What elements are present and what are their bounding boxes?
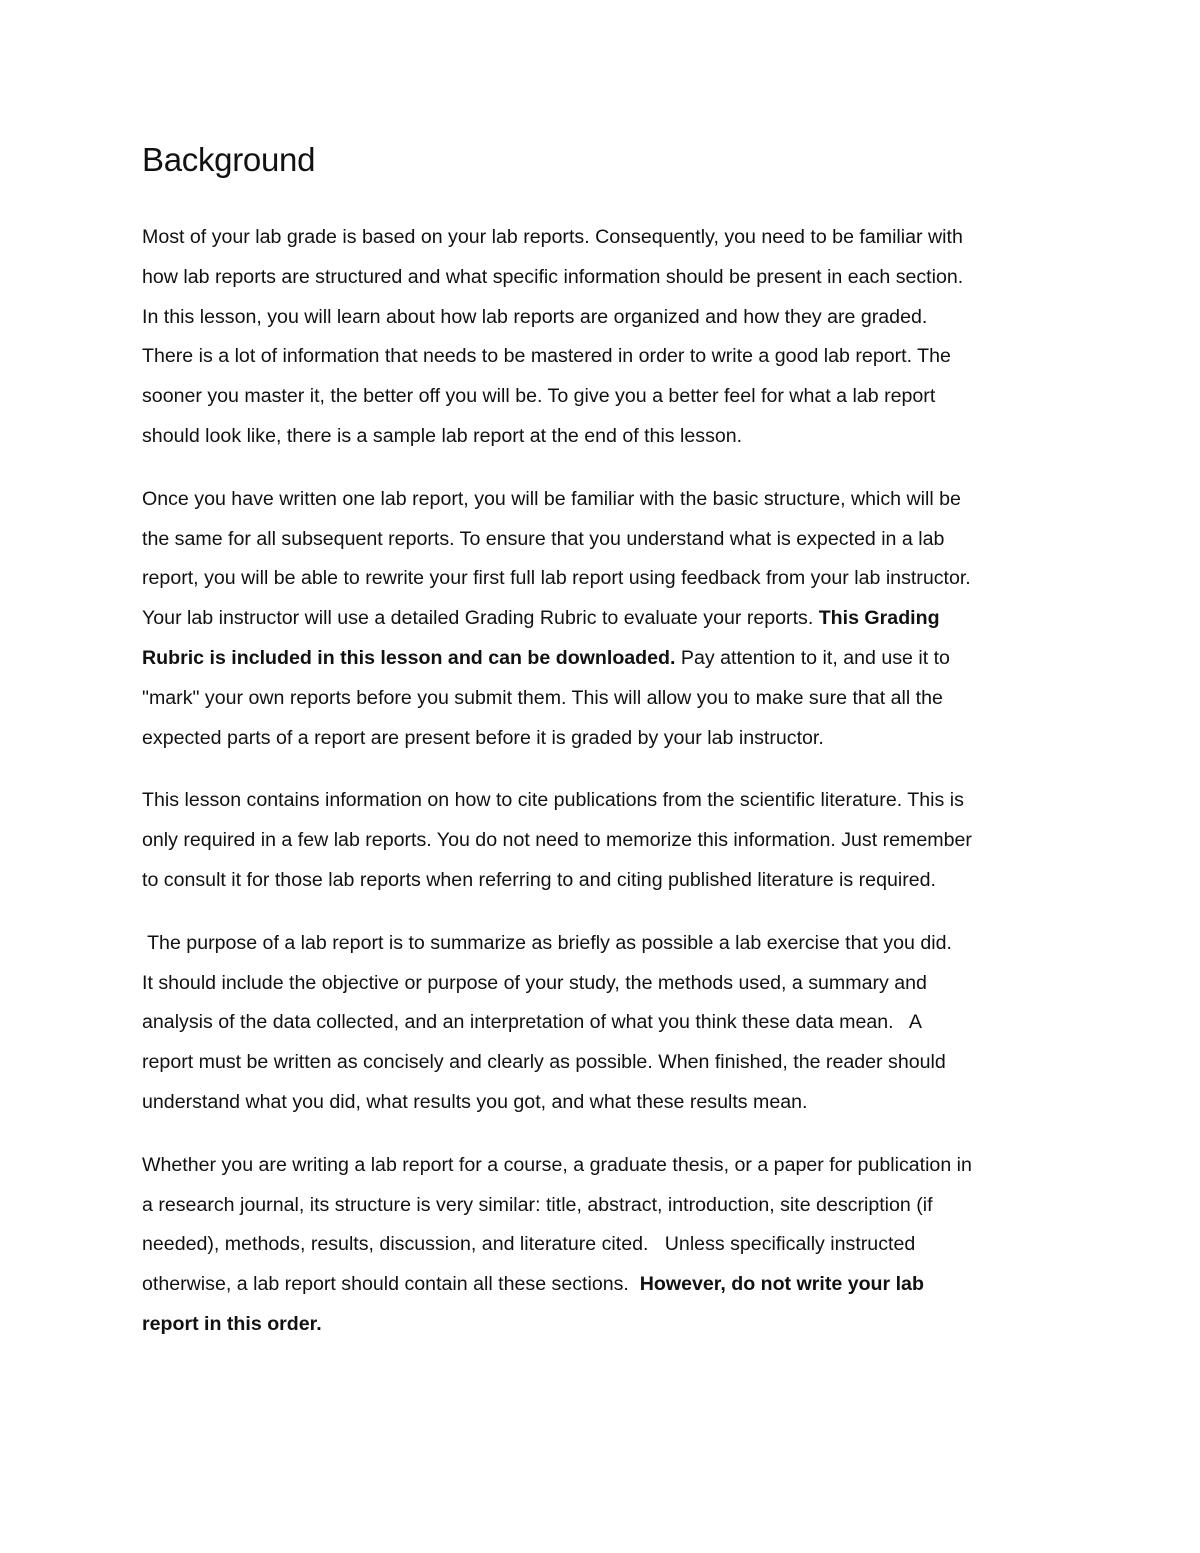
text-line <box>142 377 1072 417</box>
text-line <box>142 1003 1072 1043</box>
body-paragraph <box>142 480 1072 759</box>
text-run: report, you will be able to rewrite your first full lab report using feedback from your lab instructor. <box>142 567 971 590</box>
text-line <box>142 599 1072 639</box>
text-run: expected parts of a report are present before it is graded by your lab instructor. <box>142 726 824 749</box>
text-run: only required in a few lab reports. You do not need to memorize this information. Just remember <box>142 829 972 852</box>
text-line <box>142 1043 1072 1083</box>
text-line <box>142 719 1072 759</box>
text-line <box>142 1083 1072 1123</box>
text-line <box>142 520 1072 560</box>
text-run: should look like, there is a sample lab report at the end of this lesson. <box>142 424 743 447</box>
text-line <box>142 1146 1072 1186</box>
text-line <box>142 924 1072 964</box>
text-run: Most of your lab grade is based on your lab reports. Consequently, you need to be familiar with <box>142 226 963 248</box>
text-line <box>142 337 1072 377</box>
text-line <box>142 964 1072 1004</box>
text-line <box>142 1186 1072 1226</box>
text-run: report must be written as concisely and clearly as possible. When finished, the reader should <box>142 1051 946 1074</box>
text-line <box>142 218 1072 258</box>
body-paragraph <box>142 1146 1072 1345</box>
body-paragraph <box>142 781 1072 900</box>
text-run: Your lab instructor will use a detailed Grading Rubric to evaluate your reports. <box>142 607 819 630</box>
text-run: This lesson contains information on how to cite publications from the scientific literature. This is <box>142 789 964 812</box>
text-run: "mark" your own reports before you submit them. This will allow you to make sure that all the <box>142 686 943 709</box>
text-line <box>142 298 1072 338</box>
body-paragraph <box>142 924 1072 1123</box>
text-line <box>142 1305 1072 1345</box>
text-run: In this lesson, you will learn about how lab reports are organized and how they are graded. <box>142 305 928 328</box>
text-run: Pay attention to it, and use it to <box>675 646 950 669</box>
bold-text-run: This Grading <box>818 607 940 630</box>
text-run: understand what you did, what results you got, and what these results mean. <box>142 1090 808 1113</box>
text-run: analysis of the data collected, and an interpretation of what you think these data mean. A <box>142 1011 922 1034</box>
bold-text-run: report in this order. <box>142 1312 322 1335</box>
text-run: sooner you master it, the better off you will be. To give you a better feel for what a lab report <box>142 385 936 408</box>
body-paragraph <box>142 218 1072 457</box>
document-body <box>142 138 1072 1345</box>
text-run: to consult it for those lab reports when referring to and citing published literature is required. <box>142 868 936 891</box>
text-line <box>142 679 1072 719</box>
text-line <box>142 1225 1072 1265</box>
text-line <box>142 639 1072 679</box>
text-line <box>142 258 1072 298</box>
text-run: the same for all subsequent reports. To ensure that you understand what is expected in a lab <box>142 527 945 550</box>
text-run: Whether you are writing a lab report for a course, a graduate thesis, or a paper for publication in <box>142 1153 972 1176</box>
text-line <box>142 861 1072 901</box>
text-line <box>142 480 1072 520</box>
page-title: Background <box>142 141 316 178</box>
bold-text-run: However, do not write your lab <box>639 1273 924 1296</box>
text-line <box>142 781 1072 821</box>
text-line <box>142 1265 1072 1305</box>
text-line <box>142 821 1072 861</box>
text-run: There is a lot of information that needs to be mastered in order to write a good lab report. The <box>142 345 951 368</box>
text-run: Once you have written one lab report, you will be familiar with the basic structure, which will be <box>142 487 961 510</box>
text-run: how lab reports are structured and what specific information should be present in each section. <box>142 265 964 288</box>
paragraph-list <box>142 218 1072 1345</box>
text-line <box>142 417 1072 457</box>
text-run: a research journal, its structure is very similar: title, abstract, introduction, site description (if <box>142 1193 933 1216</box>
text-run: It should include the objective or purpose of your study, the methods used, a summary and <box>142 971 927 994</box>
text-run: The purpose of a lab report is to summarize as briefly as possible a lab exercise that you did. <box>142 931 952 954</box>
text-run: needed), methods, results, discussion, and literature cited. Unless specifically instructed <box>142 1233 916 1256</box>
text-run: otherwise, a lab report should contain all these sections. <box>142 1273 640 1296</box>
bold-text-run: Rubric is included in this lesson and can be downloaded. <box>142 646 676 669</box>
text-line <box>142 559 1072 599</box>
